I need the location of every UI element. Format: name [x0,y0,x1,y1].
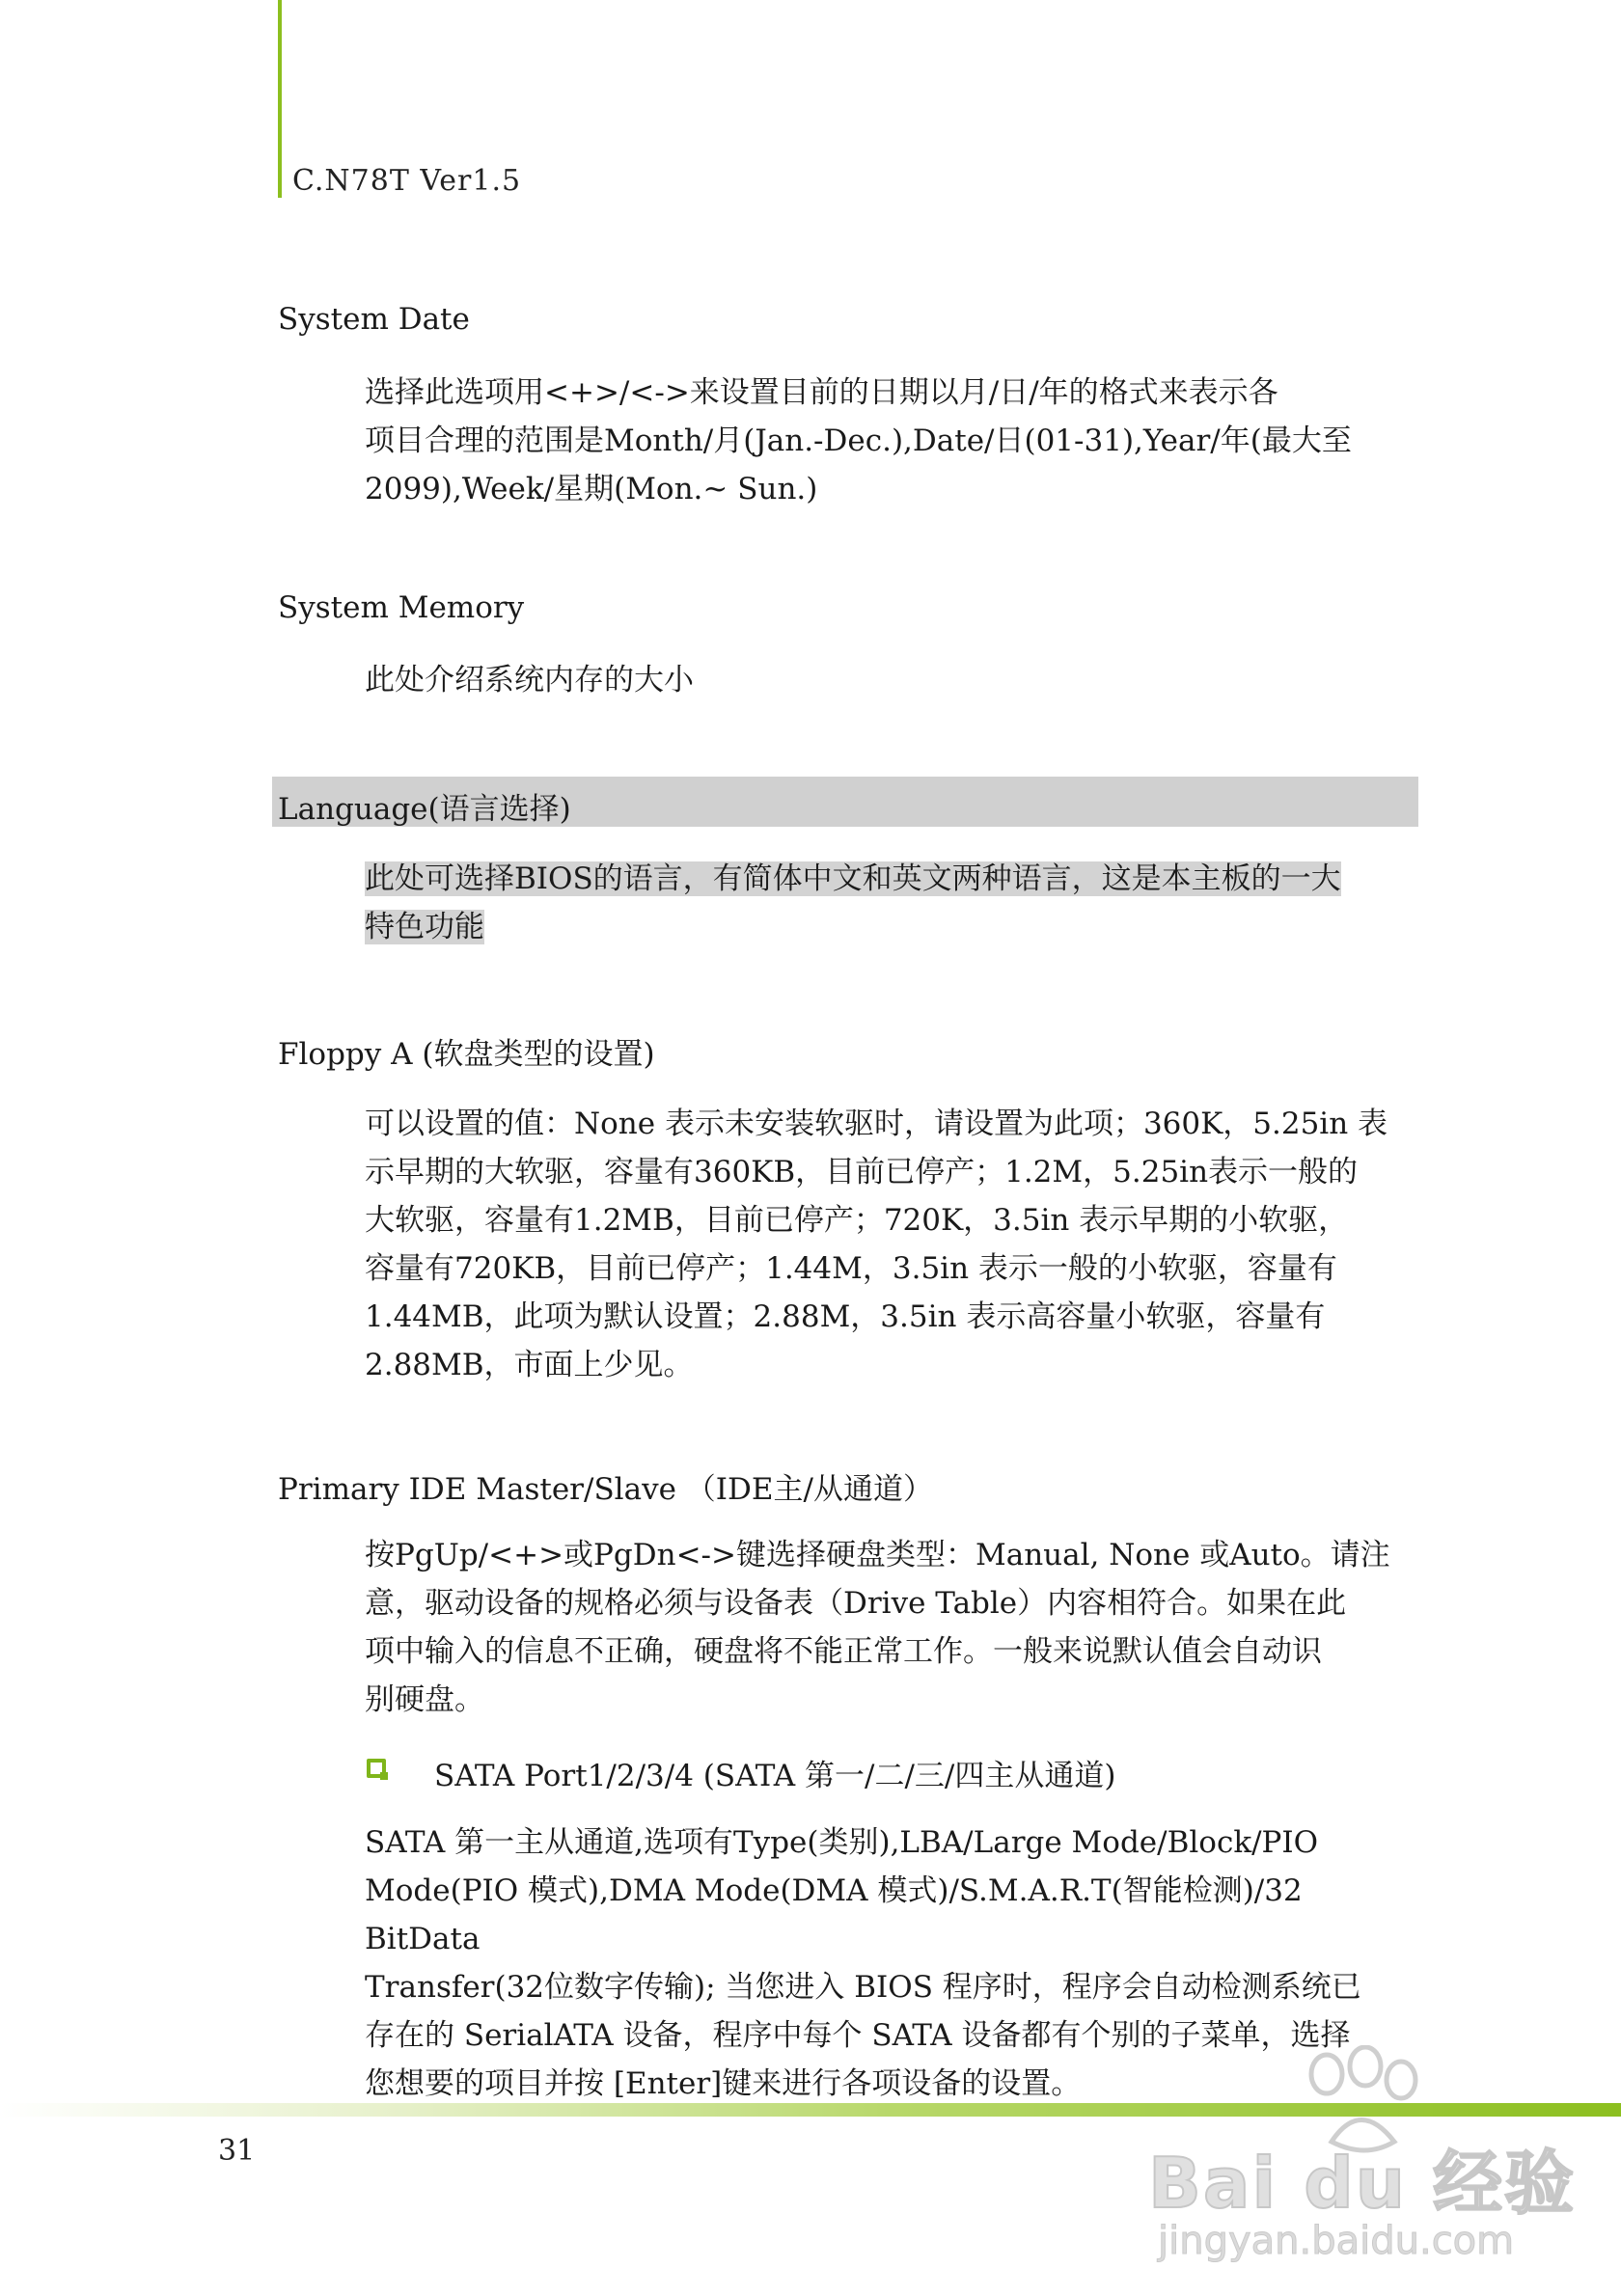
text-line: 意，驱动设备的规格必须与设备表（Drive Table）内容相符合。如果在此 [365,1586,1347,1621]
checkbox-bullet-icon [367,1759,386,1778]
section-title-language: Language(语言选择) [278,792,571,827]
text-line: 项目合理的范围是Month/月(Jan.-Dec.),Date/日(01-31),Year/年(最大至 [365,424,1352,458]
page-number: 31 [218,2134,256,2168]
text-line: Mode(PIO 模式),DMA Mode(DMA 模式)/S.M.A.R.T(智能检测)/32 BitData [365,1873,1303,1956]
language-description [365,855,1418,951]
text-line: 可以设置的值：None 表示未安装软驱时，请设置为此项；360K，5.25in 表 [365,1107,1388,1141]
text-line: 您想要的项目并按 [Enter]键来进行各项设备的设置。 [365,2066,1082,2101]
text-line: 容量有720KB，目前已停产；1.44M，3.5in 表示一般的小软驱，容量有 [365,1251,1337,1286]
watermark-brand: Bai du 经验 [1148,2143,1577,2224]
watermark-url: jingyan.baidu.com [1158,2219,1515,2263]
text-line: SATA 第一主从通道,选项有Type(类别),LBA/Large Mode/Block/PIO [365,1825,1319,1860]
section-title-system-memory: System Memory [278,590,525,625]
section-title-floppy: Floppy A (软盘类型的设置) [278,1037,655,1072]
text-line: Transfer(32位数字传输); 当您进入 BIOS 程序时，程序会自动检测系统已 [365,1970,1361,2005]
system-date-description [365,369,1418,513]
section-title-language-highlight [272,777,1418,827]
text-line: 存在的 SerialATA 设备，程序中每个 SATA 设备都有个别的子菜单，选择 [365,2018,1351,2053]
text-line: 2099),Week/星期(Mon.~ Sun.) [365,472,818,506]
text-line: 此处介绍系统内存的大小 [365,663,694,697]
section-title-system-date: System Date [278,302,470,337]
text-line: 1.44MB，此项为默认设置；2.88M，3.5in 表示高容量小软驱，容量有 [365,1299,1326,1334]
text-line: 选择此选项用<+>/<->来设置目前的日期以月/日/年的格式来表示各 [365,375,1278,410]
sata-port-bullet-label: SATA Port1/2/3/4 (SATA 第一/二/三/四主从通道) [434,1759,1116,1793]
text-line: 项中输入的信息不正确，硬盘将不能正常工作。一般来说默认值会自动识 [365,1634,1322,1669]
highlighted-text-line: 特色功能 [365,910,484,944]
primary-ide-description [365,1531,1418,1724]
manual-version: C.N78T Ver1.5 [292,164,522,198]
text-line: 大软驱，容量有1.2MB，目前已停产；720K，3.5in 表示早期的小软驱， [365,1203,1349,1238]
text-line: 示早期的大软驱，容量有360KB，目前已停产；1.2M，5.25in表示一般的 [365,1155,1359,1189]
highlighted-text-line: 此处可选择BIOS的语言，有简体中文和英文两种语言，这是本主板的一大 [365,861,1341,896]
header-accent-bar [278,0,282,198]
text-line: 按PgUp/<+>或PgDn<->键选择硬盘类型：Manual, None 或Auto。请注 [365,1538,1390,1572]
floppy-description [365,1100,1418,1389]
baidu-jingyan-watermark [1139,2045,1602,2277]
text-line: 2.88MB，市面上少见。 [365,1348,694,1382]
text-line: 别硬盘。 [365,1682,484,1717]
section-title-primary-ide: Primary IDE Master/Slave （IDE主/从通道） [278,1472,933,1507]
system-memory-description [365,656,1418,704]
